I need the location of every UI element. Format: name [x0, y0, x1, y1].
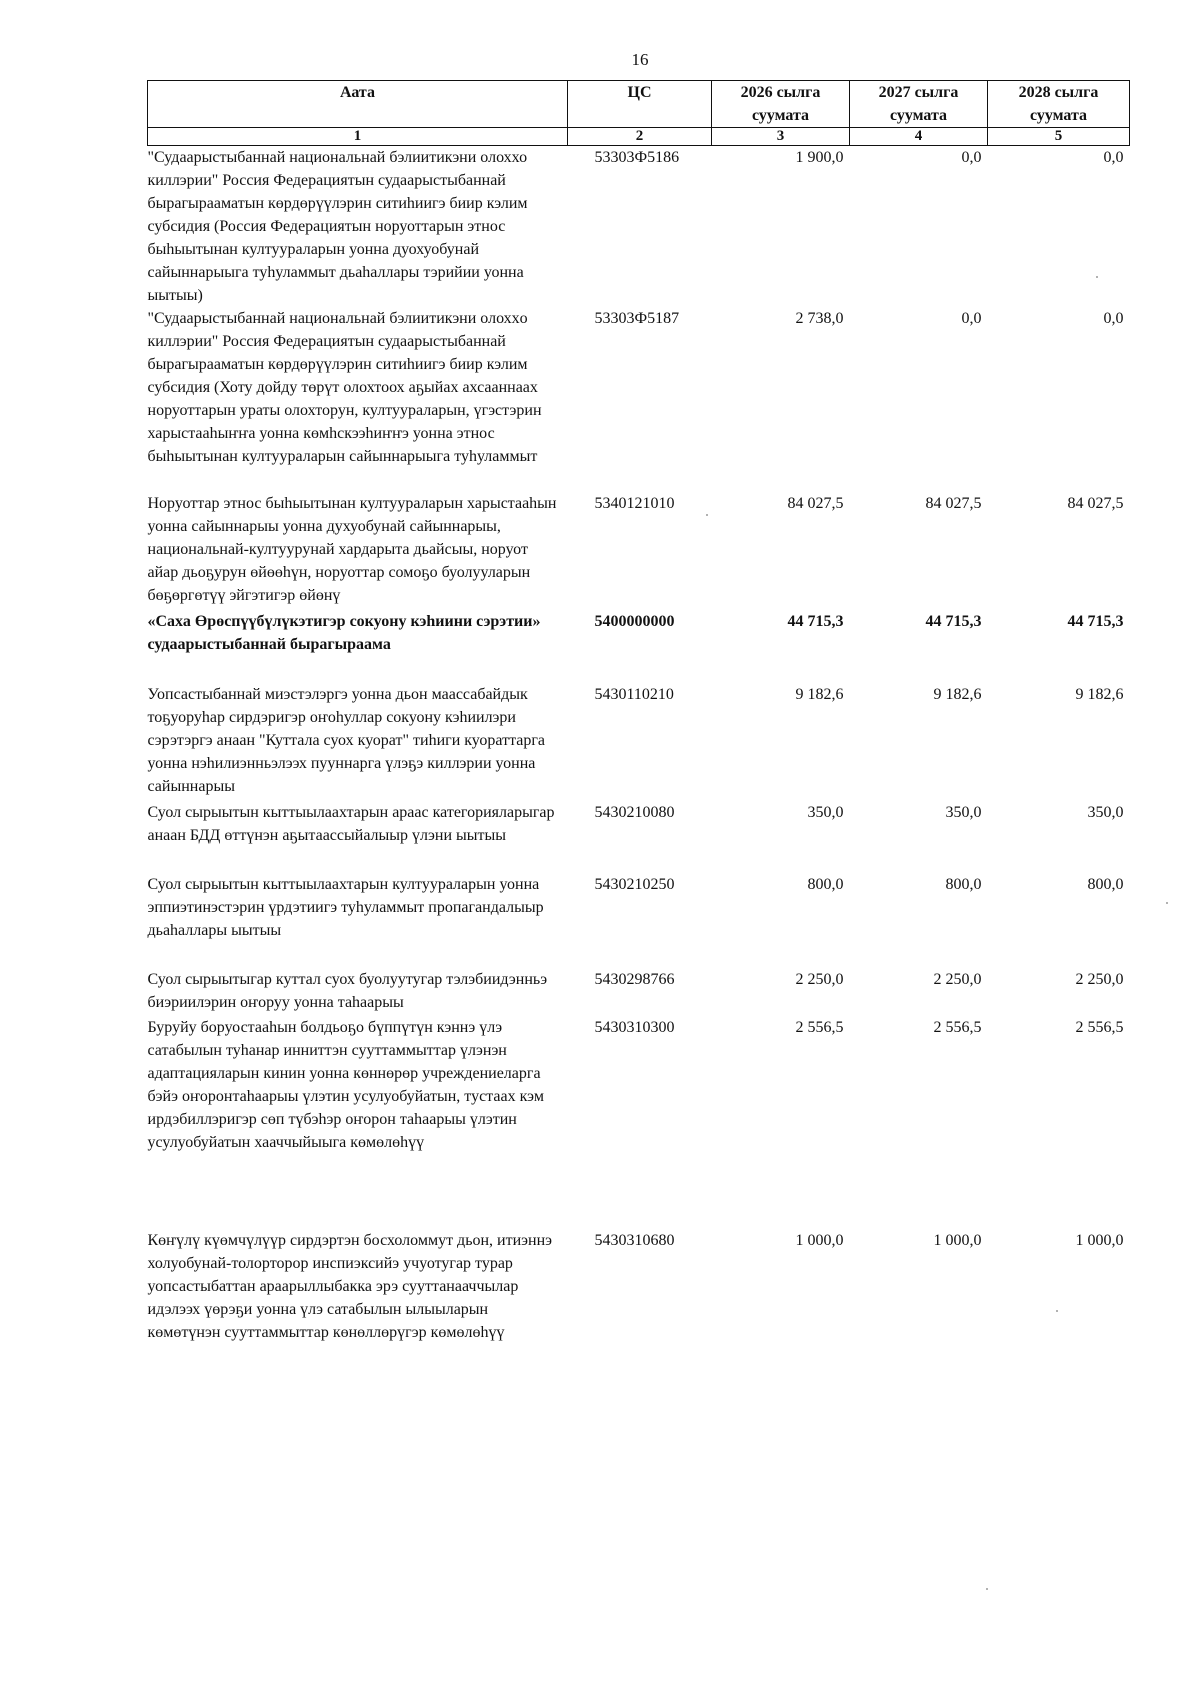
header-2026: 2026 сылга суумата	[712, 81, 850, 128]
table-row	[148, 801, 1130, 873]
row-code: 53303Ф5186	[594, 149, 680, 166]
row-value-2027: 0,0	[961, 149, 982, 166]
table-row	[148, 492, 1130, 610]
row-code: 53303Ф5187	[594, 310, 680, 327]
row-value-2026: 1 000,0	[795, 1232, 844, 1249]
row-value-2026: 84 027,5	[787, 495, 844, 512]
column-number: 5	[988, 128, 1130, 146]
row-value-2027: 2 556,5	[933, 1019, 982, 1036]
row-name: Норуоттар этнос быһыытынан култуураларын харыстааһын уонна сайыннарыы уонна духуобунай сайыннарыы, национальнай-култуурунай хардарыта дьайсыы, норуот айар дьоҕурун өйөөһүн, норуоттар сомоҕо буолууларын бөҕөргөтүү эйгэтигэр өйөнү	[147, 495, 557, 604]
table-header	[148, 81, 1130, 146]
row-name: Суол сырыытын кыттыылаахтарын култуураларын уонна эппиэтинэстэрин үрдэтиигэ туһуламмыт пропагандалыыр дьаһаллары ыытыы	[147, 876, 544, 939]
table-row	[148, 1016, 1130, 1229]
row-code: 5430210250	[594, 876, 675, 893]
row-code: 5430310680	[594, 1232, 675, 1249]
row-value-2026: 800,0	[807, 876, 844, 893]
row-value-2028: 0,0	[1103, 310, 1124, 327]
row-value-2028: 2 556,5	[1075, 1019, 1124, 1036]
scan-speck	[986, 1588, 988, 1590]
row-code: 5400000000	[594, 613, 675, 630]
row-name: Суол сырыытыгар куттал суох буолуутугар тэлэбиидэнньэ биэриилэрин оҥоруу уонна таһаарыы	[147, 971, 548, 1011]
table-row	[148, 146, 1130, 308]
row-value-2026: 44 715,3	[787, 613, 844, 630]
row-value-2028: 0,0	[1103, 149, 1124, 166]
row-value-2026: 9 182,6	[795, 686, 844, 703]
row-value-2028: 9 182,6	[1075, 686, 1124, 703]
row-value-2027: 800,0	[945, 876, 982, 893]
table-body	[148, 146, 1130, 1370]
budget-table	[147, 80, 1130, 1369]
row-name: "Судаарыстыбаннай национальнай бэлиитикэни олохxо киллэрии" Россия Федерациятын судаарыстыбаннай бырагырааматын көрдөрүүлэрин ситиһиигэ биир кэлим субсидия (Хоту дойду төрүт олохтоох аҕыйах ахсааннаах норуоттарын ураты олохторун, култуураларын, үгэстэрин харыстааһыҥҥа уонна көмһскээһиҥҥэ уонна этнос быһыытынан култуураларын сайыннарыыга туһуламмыт	[147, 310, 542, 465]
row-value-2027: 84 027,5	[925, 495, 982, 512]
row-value-2027: 350,0	[945, 804, 982, 821]
scan-speck	[1096, 276, 1098, 278]
row-value-2027: 44 715,3	[925, 613, 982, 630]
row-code: 5340121010	[594, 495, 675, 512]
row-name: «Саха Өрөспүүбүлүкэтигэр сокуону кэһиини сэрэтии» судаарыстыбаннай бырагыраама	[147, 613, 541, 653]
scan-speck	[706, 514, 708, 516]
program-row	[148, 610, 1130, 683]
row-name: "Судаарыстыбаннай национальнай бэлиитикэни олоххо киллэрии" Россия Федерациятын судаарыстыбаннай бырагырааматын көрдөрүүлэрин ситиһиигэ биир кэлим субсидия (Россия Федерациятын норуоттарын этнос быһыытынан култуураларын уонна дуохуобунай сайыннарыыга туһуламмыт дьаһаллары тэрийии уонна ыытыы)	[147, 149, 528, 304]
column-number: 2	[568, 128, 712, 146]
table-row	[148, 683, 1130, 801]
row-value-2026: 2 556,5	[795, 1019, 844, 1036]
row-name: Уопсастыбаннай миэстэлэргэ уонна дьон маассабайдык тоҕуоруһар сирдэригэр оҥоһуллар сокуону кэһиилэри сэрэтэргэ анаан "Куттала суох куорат" тиһиги куораттарга уонна нэһилиэнньэлээх пууннарга үлэҕэ киллэрии уонна сайыннарыы	[147, 686, 546, 795]
row-value-2027: 0,0	[961, 310, 982, 327]
row-value-2028: 84 027,5	[1067, 495, 1124, 512]
row-name: Суол сырыытын кыттыылаахтарын араас категорияларыгар анаан БДД өттүнэн аҕытаассыйалыыр үлэни ыытыы	[147, 804, 555, 844]
row-value-2028: 800,0	[1087, 876, 1124, 893]
row-value-2026: 2 738,0	[795, 310, 844, 327]
row-name: Буруйу боруостааһын болдьоҕо бүппүтүн кэннэ үлэ сатабылын туһанар инниттэн сууттаммыттар үлэнэн адаптацияларын кинин уонна көннөрөр учреждениеларга бэйэ оҥоронтаһаарыы үлэтин усулуобуйатын, тустаах кэм ирдэбиллэригэр сөп түбэһэр оҥорон таһаарыы үлэтин усулуобуйатын хааччыйыыга көмөлөһүү	[147, 1019, 544, 1151]
row-value-2026: 1 900,0	[795, 149, 844, 166]
column-number: 4	[850, 128, 988, 146]
row-value-2028: 1 000,0	[1075, 1232, 1124, 1249]
row-value-2028: 44 715,3	[1067, 613, 1124, 630]
table-row	[148, 307, 1130, 492]
header-2027: 2027 сылга суумата	[850, 81, 988, 128]
header-code: ЦС	[568, 81, 712, 128]
row-value-2027: 2 250,0	[933, 971, 982, 988]
column-number: 1	[148, 128, 568, 146]
row-value-2026: 2 250,0	[795, 971, 844, 988]
table-row	[148, 968, 1130, 1016]
table-row	[148, 873, 1130, 968]
row-value-2027: 9 182,6	[933, 686, 982, 703]
row-code: 5430298766	[594, 971, 675, 988]
column-number: 3	[712, 128, 850, 146]
page-number: 16	[631, 50, 649, 69]
row-value-2027: 1 000,0	[933, 1232, 982, 1249]
header-2028: 2028 сылга суумата	[988, 81, 1130, 128]
row-value-2026: 350,0	[807, 804, 844, 821]
row-code: 5430210080	[594, 804, 675, 821]
scan-speck	[1056, 1310, 1058, 1312]
row-code: 5430110210	[594, 686, 674, 703]
row-code: 5430310300	[594, 1019, 675, 1036]
row-value-2028: 350,0	[1087, 804, 1124, 821]
row-name: Көҥүлү күөмчүлүүр сирдэртэн босхоломмут дьон, итиэннэ холуобунай-толорторор инспиэксийэ учуотугар турар уопсастыбаттан араарыллыбакка эрэ сууттанааччылар идэлээх үөрэҕи уонна үлэ сатабылын ылыыларын көмөтүнэн сууттаммыттар көнөллөрүгэр көмөлөһүү	[147, 1232, 553, 1341]
table-row	[148, 1229, 1130, 1369]
header-name: Аата	[148, 81, 568, 128]
row-value-2028: 2 250,0	[1075, 971, 1124, 988]
scan-speck	[1166, 902, 1168, 904]
